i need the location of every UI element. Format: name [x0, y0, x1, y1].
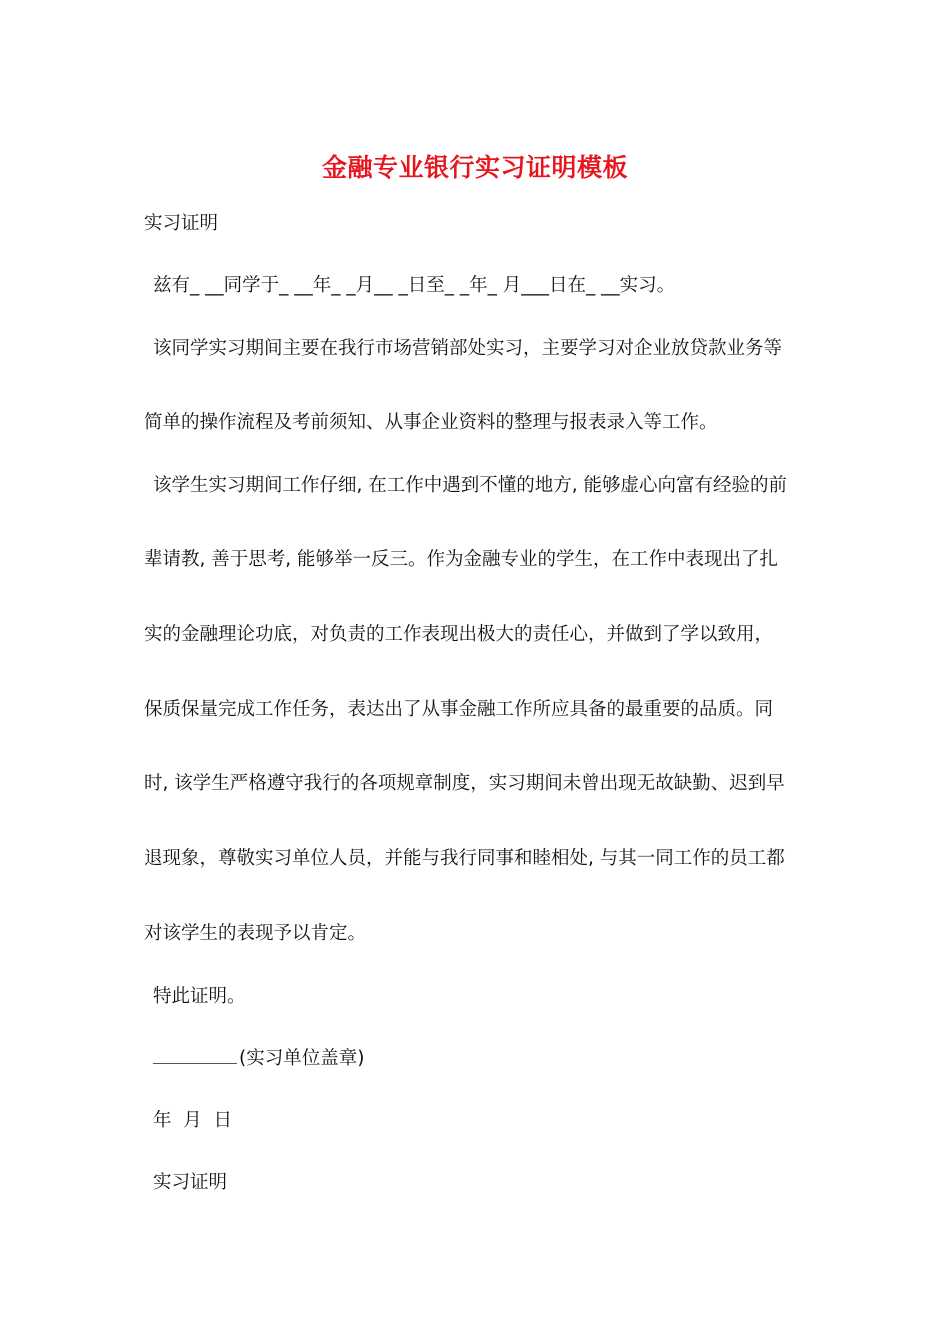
date-line: 年 月 日: [153, 1110, 233, 1131]
paragraph2-line-7: 对该学生的表现予以肯定。: [144, 923, 367, 944]
stamp-line: [153, 1045, 823, 1073]
paragraph2-line-2: 辈请教, 善于思考, 能够举一反三。作为金融专业的学生，在工作中表现出了扎: [144, 549, 779, 570]
paragraph1-line-2: 简单的操作流程及考前须知、从事企业资料的整理与报表录入等工作。: [144, 412, 718, 433]
paragraph2-line-4: 保质保量完成工作任务，表达出了从事金融工作所应具备的最重要的品质。同: [144, 699, 774, 720]
stamp-blank: [153, 1045, 237, 1064]
stamp-label: (实习单位盖章): [239, 1048, 365, 1069]
closing-line: 特此证明。: [153, 986, 246, 1007]
section-heading: 实习证明: [144, 213, 219, 234]
paragraph2-line-3: 实的金融理论功底，对负责的工作表现出极大的责任心，并做到了学以致用，: [144, 624, 774, 645]
paragraph2-line-5: 时, 该学生严格遵守我行的各项规章制度，实习期间未曾出现无故缺勤、迟到早: [144, 773, 785, 794]
paragraph1-line-1: 该同学实习期间主要在我行市场营销部处实习，主要学习对企业放贷款业务等: [153, 338, 783, 359]
paragraph2-line-6: 退现象，尊敬实习单位人员，并能与我行同事和睦相处, 与其一同工作的员工都: [144, 848, 785, 869]
paragraph2-line-1: 该学生实习期间工作仔细, 在工作中遇到不懂的地方, 能够虚心向富有经验的前: [153, 475, 788, 496]
footer-heading: 实习证明: [153, 1172, 228, 1193]
document-title: 金融专业银行实习证明模板: [321, 153, 628, 182]
intro-line: 兹有_ __同学于_ __年_ _月__ _日至_ _年_ 月___日在_ __实习。: [153, 275, 676, 296]
